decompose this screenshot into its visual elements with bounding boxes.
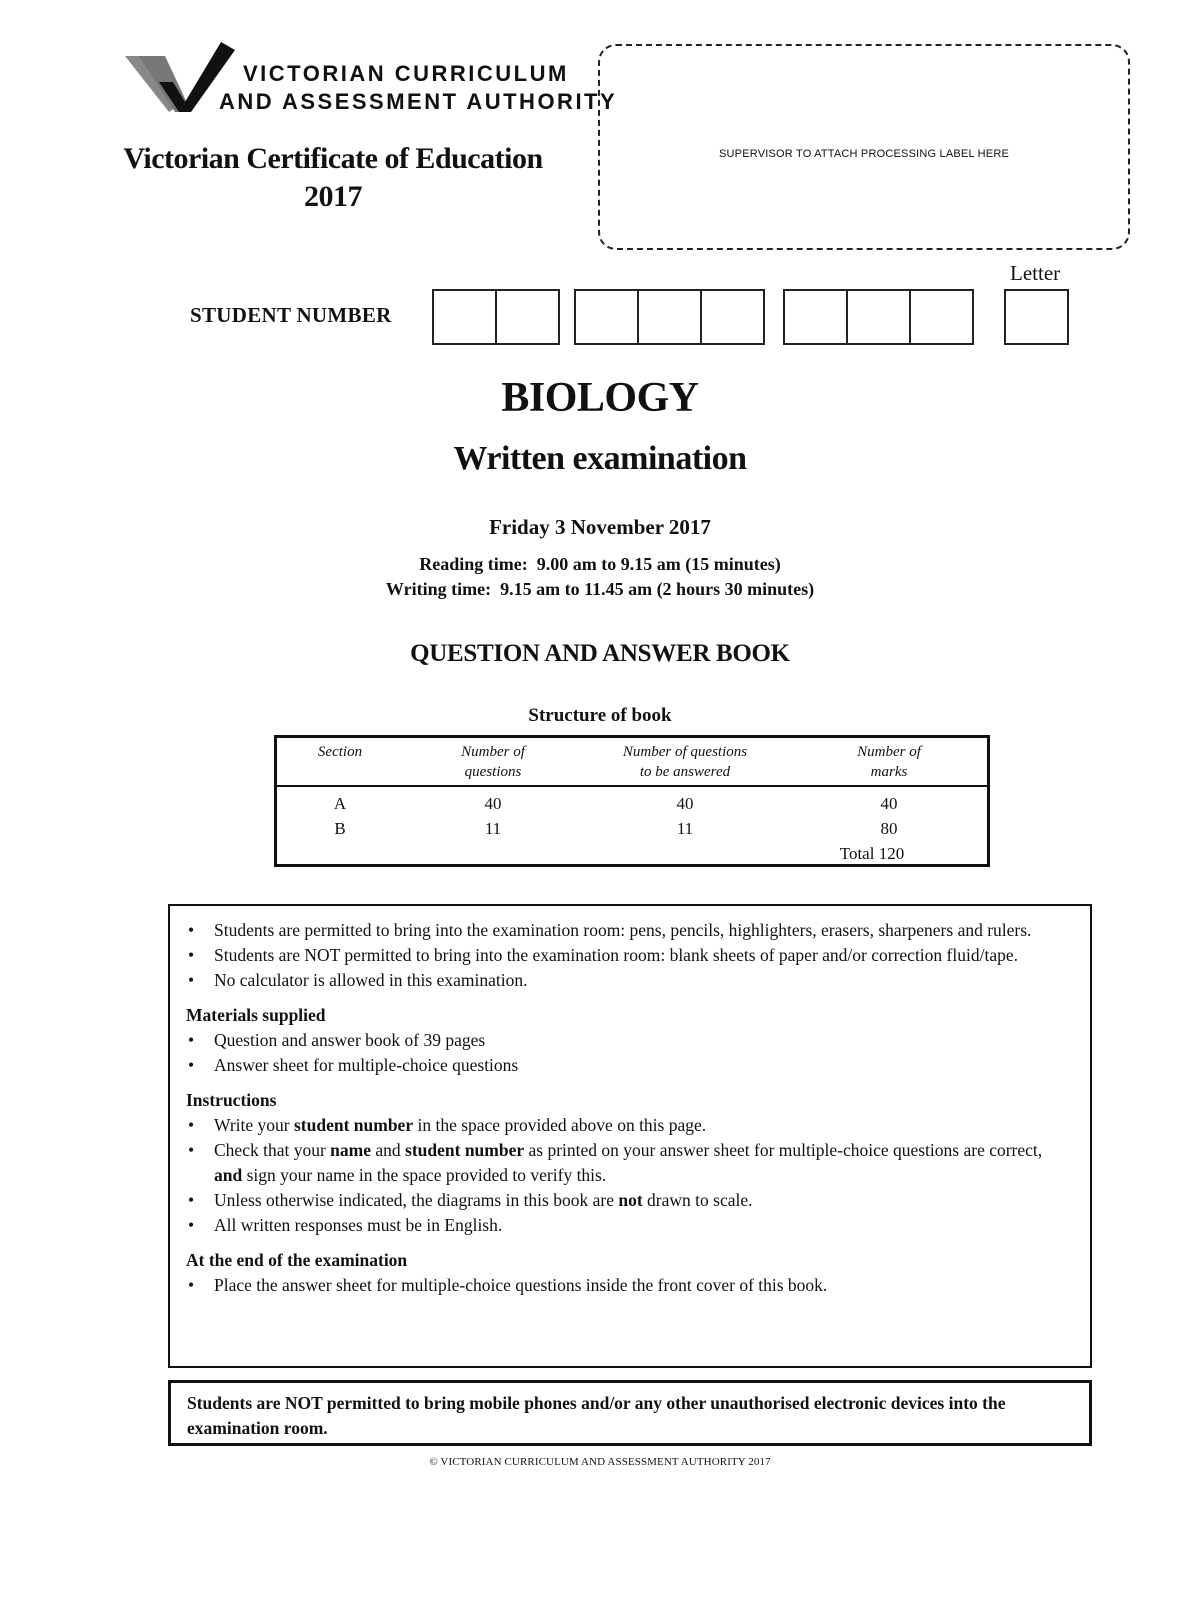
student-number-digit-box[interactable] — [700, 289, 765, 345]
end-of-exam-heading: At the end of the examination — [186, 1250, 408, 1270]
certificate-name: Victorian Certificate of Education — [123, 142, 543, 175]
list-item: • Question and answer book of 39 pages — [186, 1028, 1074, 1053]
supervisor-label-text: SUPERVISOR TO ATTACH PROCESSING LABEL HERE — [719, 148, 1009, 160]
list-item: • No calculator is allowed in this examination. — [186, 968, 1074, 993]
book-title: QUESTION AND ANSWER BOOK — [410, 640, 790, 667]
list-item: • Place the answer sheet for multiple-choice questions inside the front cover of this book. — [186, 1273, 1074, 1298]
list-item: • Write your student number in the space provided above on this page. — [186, 1113, 1074, 1138]
instructions-heading: Instructions — [186, 1090, 277, 1110]
student-number-digit-box[interactable] — [783, 289, 848, 345]
table-cell: B — [334, 819, 346, 838]
list-item: • Check that your name and student number as printed on your answer sheet for multiple-choice questions are correct, and sign your name in the space provided to verify this. — [186, 1138, 1074, 1188]
subject-title: BIOLOGY — [501, 375, 699, 421]
student-number-label: STUDENT NUMBER — [190, 303, 392, 327]
table-header-marks: Number of marks — [857, 744, 921, 780]
reading-time-value: 9.00 am to 9.15 am (15 minutes) — [536, 554, 781, 574]
table-cell: 40 — [880, 794, 898, 813]
structure-caption: Structure of book — [528, 705, 672, 726]
reading-time — [0, 554, 1200, 575]
table-cell: A — [333, 794, 347, 813]
writing-time-value: 9.15 am to 11.45 am (2 hours 30 minutes) — [500, 579, 815, 599]
instructions-box — [168, 904, 1092, 1368]
student-number-digit-box[interactable] — [574, 289, 639, 345]
table-cell: 11 — [676, 819, 694, 838]
copyright-notice: © VICTORIAN CURRICULUM AND ASSESSMENT AUTHORITY 2017 — [429, 1456, 771, 1468]
student-number-group-2 — [574, 289, 765, 345]
certificate-year: 2017 — [304, 180, 362, 213]
logo-line-1: VICTORIAN CURRICULUM — [243, 61, 569, 86]
exam-type: Written examination — [453, 440, 747, 477]
reading-time-label: Reading time: — [419, 554, 528, 574]
materials-heading: Materials supplied — [186, 1005, 326, 1025]
table-cell: 40 — [484, 794, 502, 813]
student-number-group-3 — [783, 289, 974, 345]
writing-time — [0, 579, 1200, 600]
table-cell: 11 — [484, 819, 502, 838]
devices-warning-text: Students are NOT permitted to bring mobile phones and/or any other unauthorised electronic devices into the examination room. — [187, 1393, 1006, 1438]
letter-label: Letter — [1010, 261, 1061, 285]
student-number-group-1 — [432, 289, 560, 345]
list-item: • Students are NOT permitted to bring into the examination room: blank sheets of paper and/or correction fluid/tape. — [186, 943, 1074, 968]
table-header-answered: Number of questions to be answered — [622, 744, 748, 780]
student-number-digit-box[interactable] — [846, 289, 911, 345]
list-item: • Answer sheet for multiple-choice questions — [186, 1053, 1074, 1078]
devices-warning-box — [168, 1380, 1092, 1446]
table-total: Total 120 — [839, 844, 905, 863]
processing-label-area — [598, 44, 1130, 250]
table-cell: 40 — [676, 794, 694, 813]
certificate-heading — [118, 140, 548, 216]
table-header-section: Section — [317, 744, 363, 760]
table-header-questions: Number of questions — [461, 744, 525, 780]
student-number-digit-box[interactable] — [909, 289, 974, 345]
table-header-divider — [277, 785, 987, 787]
student-number-digit-box[interactable] — [432, 289, 497, 345]
student-number-digit-box[interactable] — [637, 289, 702, 345]
table-cell: 80 — [880, 819, 898, 838]
student-number-digit-box[interactable] — [495, 289, 560, 345]
vcaa-logo — [125, 42, 618, 122]
student-letter-group — [1004, 289, 1069, 345]
student-letter-box[interactable] — [1004, 289, 1069, 345]
list-item: • Unless otherwise indicated, the diagrams in this book are not drawn to scale. — [186, 1188, 1074, 1213]
list-item: • Students are permitted to bring into the examination room: pens, pencils, highlighters, erasers, sharpeners and rulers. — [186, 918, 1074, 943]
list-item: • All written responses must be in English. — [186, 1213, 1074, 1238]
logo-line-2: AND ASSESSMENT AUTHORITY — [219, 89, 618, 114]
structure-table — [274, 735, 990, 867]
exam-date: Friday 3 November 2017 — [489, 515, 711, 539]
writing-time-label: Writing time: — [385, 579, 492, 599]
